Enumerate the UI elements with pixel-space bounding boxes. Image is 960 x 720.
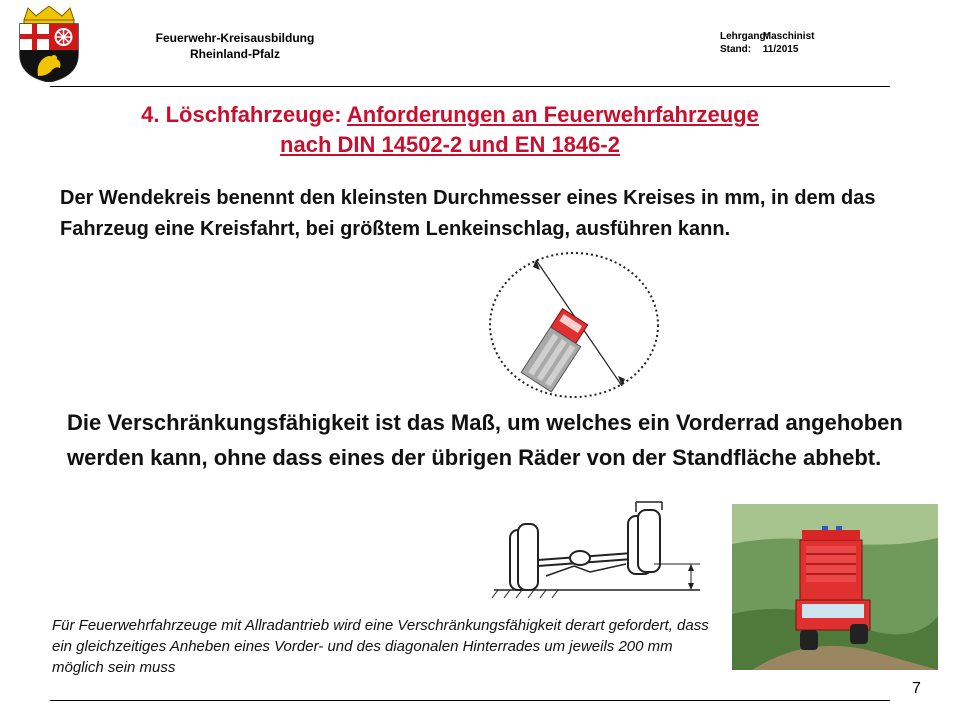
lehrgang-value: Maschinist <box>762 31 815 42</box>
course-info <box>720 30 814 56</box>
slide-title <box>60 100 840 160</box>
stand-value: 11/2015 <box>762 44 799 55</box>
title-underlined: Anforderungen an Feuerwehrfahrzeuge <box>346 102 759 127</box>
wendekreis-text: Der Wendekreis benennt den kleinsten Durchmesser eines Kreises in mm, in dem das Fahrzeug eine Kreisfahrt, bei größtem Lenkeinschlag, ausführen kann. <box>60 187 876 240</box>
verschraenkung-text: Die Verschränkungsfähigkeit ist das Maß, um welches ein Vorderrad angehoben werden kann, ohne dass eines der übrigen Räder von der Standfläche abhebt. <box>67 410 903 470</box>
lehrgang-label: Lehrgang: <box>720 31 769 42</box>
allrad-requirement-text: Für Feuerwehrfahrzeuge mit Allradantrieb wird eine Verschränkungsfähigkeit derart gefordert, dass ein gleichzeitiges Anheben eines Vorder- und des diagonalen Hinterrades um jeweils 200 mm möglich sein muss <box>52 617 709 676</box>
org-line-2: Rheinland-Pfalz <box>189 47 280 61</box>
stand-label: Stand: <box>720 44 752 55</box>
turning-circle-diagram <box>488 250 668 400</box>
offroad-truck-photo <box>732 504 938 670</box>
coat-of-arms-logo <box>16 6 82 82</box>
org-line-1: Feuerwehr-Kreisausbildung <box>155 31 315 45</box>
organization-name <box>120 30 350 62</box>
footer-divider <box>50 700 890 701</box>
header-divider <box>50 86 890 87</box>
title-line-2: nach DIN 14502-2 und EN 1846-2 <box>280 132 620 157</box>
page-number: 7 <box>912 680 921 697</box>
axle-articulation-diagram <box>486 496 706 606</box>
title-prefix: 4. Löschfahrzeuge: <box>141 102 347 127</box>
